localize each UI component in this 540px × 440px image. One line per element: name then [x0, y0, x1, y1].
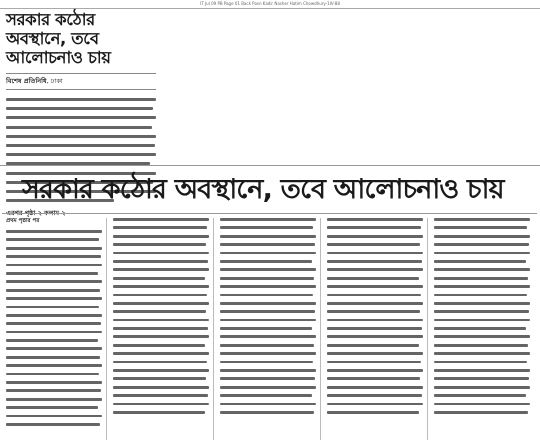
- byline-place: ঢাকা: [50, 77, 63, 85]
- article-2-column-2: [113, 218, 209, 440]
- text-line: [6, 153, 156, 156]
- top-rule: [0, 8, 540, 9]
- text-line: [6, 135, 156, 138]
- section-rule: [0, 165, 540, 166]
- text-line: [6, 116, 156, 119]
- continued-from-marker: প্রথম পৃষ্ঠার পর: [6, 218, 40, 224]
- article-2-headline: সরকার কঠোর অবস্থানে, তবে আলোচনাও চায়: [22, 174, 504, 205]
- byline-name: বিশেষ প্রতিনিধি: [6, 77, 47, 85]
- article-1-byline: বিশেষ প্রতিনিধি, ঢাকা: [6, 73, 156, 90]
- article-1-headline: সরকার কঠোর অবস্থানে, তবে আলোচনাও চায়: [6, 10, 111, 67]
- headline-rule: [2, 213, 537, 214]
- column-separator: [106, 218, 107, 440]
- article-2-column-1: [6, 218, 102, 440]
- column-separator: [320, 218, 321, 440]
- text-line: [6, 126, 152, 129]
- column-separator: [427, 218, 428, 440]
- article-2-column-5: [434, 218, 530, 440]
- text-line: [6, 107, 153, 110]
- print-meta-line: IT Jul 09 PB Page 01 Back Posn Kadir Nasher Hatim Chowdhury-1IV-88: [200, 1, 340, 6]
- article-2-column-4: [327, 218, 423, 440]
- column-separator: [213, 218, 214, 440]
- text-line: [6, 98, 156, 101]
- article-2-column-3: [220, 218, 316, 440]
- text-line: [6, 144, 155, 147]
